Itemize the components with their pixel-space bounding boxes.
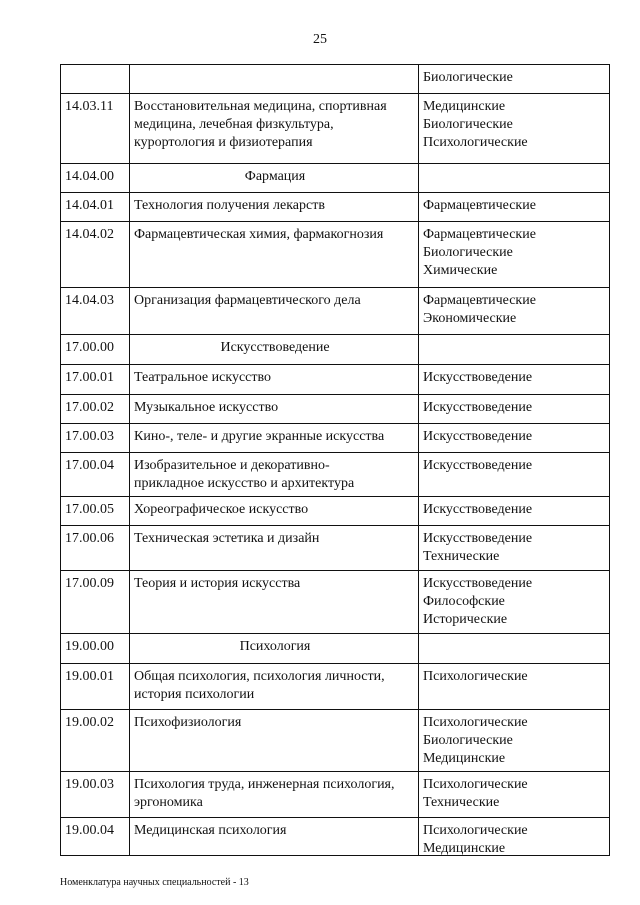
science-fields: Фармацевтические Биологические Химические: [423, 227, 536, 278]
table-row: [61, 570, 609, 634]
specialties-table: [60, 64, 610, 856]
specialty-name: Психофизиология: [134, 715, 242, 730]
table-section-row: [61, 163, 609, 193]
table-row: [61, 65, 609, 93]
specialty-code: 14.04.02: [65, 227, 114, 242]
specialty-code: 14.04.03: [65, 293, 114, 308]
table-row: [61, 364, 609, 395]
specialty-code: 17.00.06: [65, 531, 114, 546]
page-footer: Номенклатура научных специальностей - 13: [60, 877, 249, 888]
table-row: [61, 287, 609, 335]
table-row: [61, 525, 609, 571]
specialty-name: Кино-, теле- и другие экранные искусства: [134, 429, 385, 444]
table-section-row: [61, 334, 609, 365]
specialty-name: Технология получения лекарств: [134, 198, 325, 213]
specialty-name: Общая психология, психология личности, история психологии: [134, 669, 385, 702]
specialty-name: Теория и история искусства: [134, 576, 301, 591]
specialty-name: Организация фармацевтического дела: [134, 293, 361, 308]
science-fields: Психологические Медицинские: [423, 823, 528, 856]
science-fields: Психологические Технические: [423, 777, 528, 810]
science-fields: Искусствоведение: [423, 400, 533, 415]
specialty-code: 19.00.04: [65, 823, 114, 838]
table-row: [61, 221, 609, 288]
specialty-code: 17.00.00: [65, 340, 114, 355]
page-number: 25: [313, 32, 327, 47]
specialty-name: Хореографическое искусство: [134, 502, 309, 517]
science-fields: Психологические Биологические Медицинские: [423, 715, 528, 766]
science-fields: Биологические: [423, 70, 513, 85]
section-title: Психология: [239, 639, 311, 654]
table-row: [61, 663, 609, 710]
specialty-name: Музыкальное искусство: [134, 400, 279, 415]
specialty-code: 17.00.04: [65, 458, 114, 473]
specialty-name: Медицинская психология: [134, 823, 287, 838]
section-title: Фармация: [244, 169, 306, 184]
table-row: [61, 423, 609, 453]
science-fields: Фармацевтические: [423, 198, 536, 213]
table-row: [61, 192, 609, 222]
specialty-name: Психология труда, инженерная психология, эргономика: [134, 777, 395, 810]
table-section-row: [61, 633, 609, 664]
table-row: [61, 452, 609, 497]
specialty-code: 17.00.01: [65, 370, 114, 385]
specialty-code: 19.00.02: [65, 715, 114, 730]
science-fields: Искусствоведение: [423, 458, 533, 473]
science-fields: Искусствоведение: [423, 502, 533, 517]
table-row: [61, 93, 609, 164]
specialty-code: 14.04.00: [65, 169, 114, 184]
specialty-code: 14.04.01: [65, 198, 114, 213]
science-fields: Искусствоведение Технические: [423, 531, 533, 564]
specialty-code: 19.00.00: [65, 639, 114, 654]
specialty-code: 19.00.03: [65, 777, 114, 792]
table-row: [61, 496, 609, 526]
specialty-name: Театральное искусство: [134, 370, 271, 385]
specialty-name: Техническая эстетика и дизайн: [134, 531, 320, 546]
section-title: Искусствоведение: [220, 340, 330, 355]
specialty-code: 17.00.02: [65, 400, 114, 415]
specialty-name: Изобразительное и декоративно- прикладное искусство и архитектура: [134, 458, 355, 491]
table-row: [61, 394, 609, 424]
specialty-code: 17.00.09: [65, 576, 114, 591]
specialty-code: 19.00.01: [65, 669, 114, 684]
specialty-code: 17.00.05: [65, 502, 114, 517]
specialty-code: 14.03.11: [65, 99, 114, 114]
table-row: [61, 709, 609, 772]
specialty-code: 17.00.03: [65, 429, 114, 444]
science-fields: Медицинские Биологические Психологические: [423, 99, 528, 150]
science-fields: Искусствоведение: [423, 370, 533, 385]
science-fields: Искусствоведение: [423, 429, 533, 444]
specialty-name: Фармацевтическая химия, фармакогнозия: [134, 227, 384, 242]
science-fields: Фармацевтические Экономические: [423, 293, 536, 326]
table-row: [61, 817, 609, 858]
science-fields: Психологические: [423, 669, 528, 684]
table-row: [61, 771, 609, 818]
specialty-name: Восстановительная медицина, спортивная медицина, лечебная физкультура, курортология и физиотерапия: [134, 99, 387, 150]
science-fields: Искусствоведение Философские Исторические: [423, 576, 533, 627]
